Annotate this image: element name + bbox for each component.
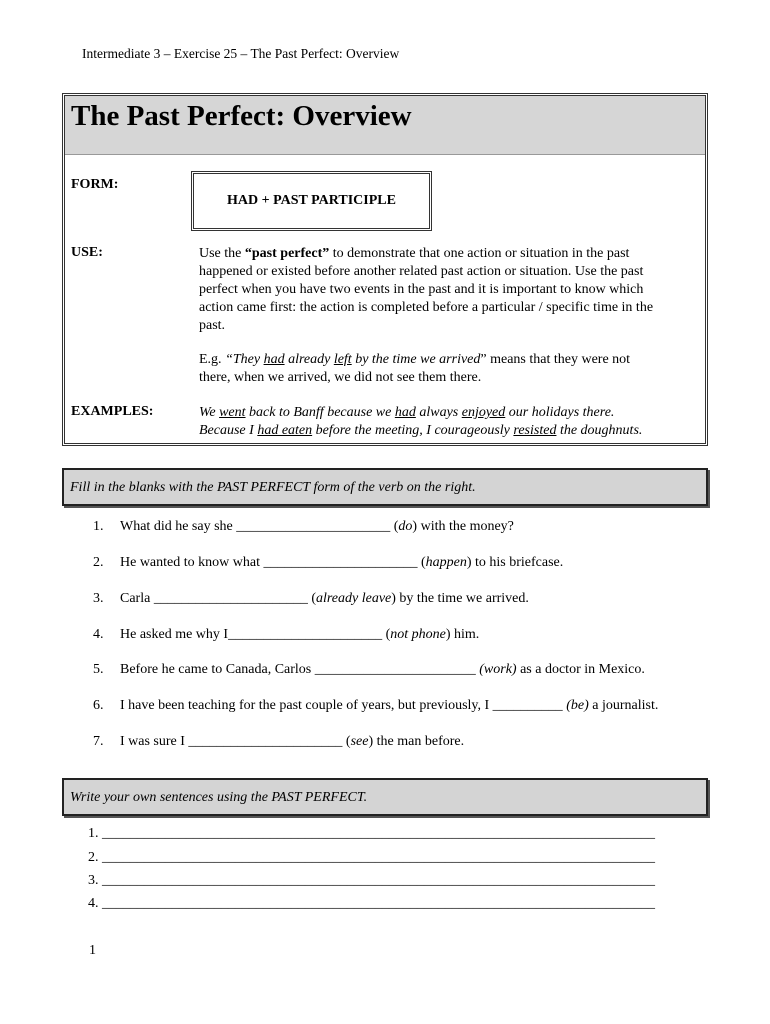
exercise-item: [93, 662, 645, 678]
formula-text: HAD + PAST PARTICIPLE: [227, 193, 396, 208]
item-after: ) him.: [445, 627, 480, 642]
item-verb: happen: [425, 555, 467, 570]
ex2-a: Because I: [199, 423, 258, 438]
item-before: I have been teaching for the past couple of years, but previously, I __________: [120, 698, 567, 713]
exercise-item: [93, 555, 563, 571]
item-verb: already leave: [315, 591, 392, 606]
formula-box: [191, 171, 432, 231]
use-line4: action came first: the action is completed before a particular / specific time in the: [199, 300, 654, 315]
ex1-b: back to Banff because we: [245, 405, 395, 420]
use-paragraph: [199, 245, 699, 335]
item-verb: (be): [566, 698, 589, 713]
item-number: 3.: [93, 591, 104, 606]
item-after: ) with the money?: [412, 519, 514, 534]
example-paragraph: [199, 351, 699, 387]
ex1-c: always: [415, 405, 462, 420]
item-before: Carla ______________________ (: [120, 591, 316, 606]
exercise-item: [93, 591, 529, 607]
item-number: 4.: [93, 627, 104, 642]
ex1-d: our holidays there.: [505, 405, 615, 420]
item-after: ) by the time we arrived.: [391, 591, 529, 606]
item-verb: do: [398, 519, 413, 534]
eg-label: E.g.: [199, 352, 226, 367]
item-verb: see: [350, 734, 369, 749]
exercise-item: [93, 627, 479, 643]
overview-title: The Past Perfect: Overview: [71, 100, 412, 132]
item-verb: not phone: [390, 627, 446, 642]
ex1-went: went: [219, 405, 246, 420]
exercise2-instruction: Write your own sentences using the PAST PERFECT.: [70, 790, 368, 805]
exercise-item: [93, 519, 514, 535]
use-label: USE:: [71, 245, 103, 260]
ex2-resisted: resisted: [513, 423, 557, 438]
page-number: 1: [89, 943, 96, 958]
item-before: What did he say she ______________________ (: [120, 519, 399, 534]
item-after: ) to his briefcase.: [466, 555, 564, 570]
use-line3: perfect when you have two events in the past and it is important to know which: [199, 282, 644, 297]
use-line2: happened or existed before another related past action or situation. Use the past: [199, 264, 644, 279]
writing-line: 3. _______________________________________________________________________________: [88, 873, 655, 888]
examples-label: EXAMPLES:: [71, 404, 154, 419]
use-term: “past perfect”: [244, 246, 330, 261]
eg-rest: by the time we arrived: [351, 352, 481, 367]
ex1-enjoyed: enjoyed: [461, 405, 506, 420]
page-header: Intermediate 3 – Exercise 25 – The Past Perfect: Overview: [82, 46, 400, 61]
form-label: FORM:: [71, 177, 119, 192]
item-number: 1.: [93, 519, 104, 534]
exercise1-instruction: Fill in the blanks with the PAST PERFECT form of the verb on the right.: [70, 480, 476, 495]
examples-paragraph: [199, 404, 699, 440]
item-after: as a doctor in Mexico.: [516, 662, 645, 677]
item-after: ) the man before.: [368, 734, 465, 749]
use-line5: past.: [199, 318, 226, 333]
item-verb: (work): [479, 662, 517, 677]
item-after: a journalist.: [588, 698, 659, 713]
eg-left: left: [333, 352, 352, 367]
exercise-item: [93, 734, 464, 750]
writing-line: 2. _______________________________________________________________________________: [88, 850, 655, 865]
item-before: He wanted to know what ______________________ (: [120, 555, 426, 570]
exercise2-instruction-bar: [62, 778, 708, 816]
item-before: I was sure I ______________________ (: [120, 734, 351, 749]
eg-quote-close: ” means that they were not: [480, 352, 631, 367]
writing-line: 1. _______________________________________________________________________________: [88, 826, 655, 841]
use-prefix: Use the: [199, 246, 245, 261]
eg-had: had: [263, 352, 285, 367]
item-before: He asked me why I______________________ (: [120, 627, 391, 642]
ex2-b: before the meeting, I courageously: [312, 423, 514, 438]
ex1-a: We: [199, 405, 220, 420]
overview-box: [62, 93, 708, 446]
eg-quote-open: “They: [225, 352, 264, 367]
use-line1: to demonstrate that one action or situation in the past: [329, 246, 630, 261]
eg-line2: there, when we arrived, we did not see them there.: [199, 370, 482, 385]
item-number: 2.: [93, 555, 104, 570]
item-number: 7.: [93, 734, 104, 749]
item-number: 5.: [93, 662, 104, 677]
exercise-item: [93, 698, 658, 714]
ex1-had: had: [394, 405, 416, 420]
ex2-c: the doughnuts.: [556, 423, 643, 438]
ex2-had-eaten: had eaten: [257, 423, 313, 438]
exercise1-instruction-bar: [62, 468, 708, 506]
eg-already: already: [284, 352, 334, 367]
writing-line: 4. _______________________________________________________________________________: [88, 896, 655, 911]
item-number: 6.: [93, 698, 104, 713]
title-band: [65, 96, 705, 155]
item-before: Before he came to Canada, Carlos _______________________: [120, 662, 480, 677]
